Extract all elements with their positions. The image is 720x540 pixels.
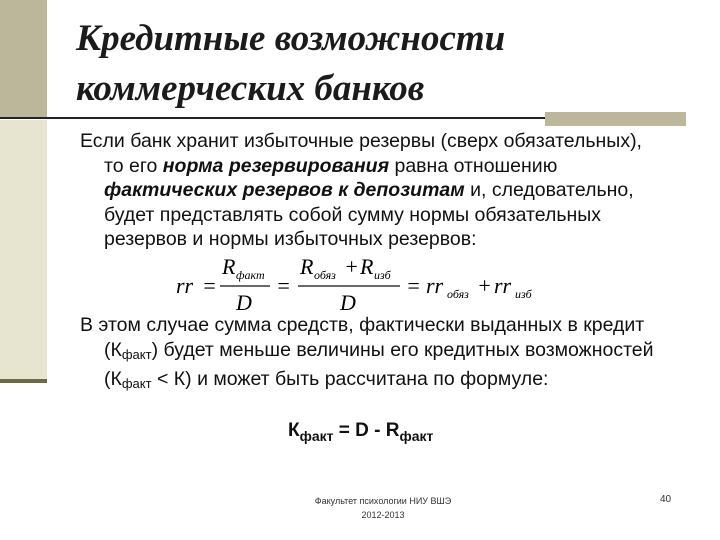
formula-r-fakt: R [222,256,236,279]
paragraph-line [80,154,690,179]
paragraph-line: резервов и нормы избыточных резервов: [104,228,477,250]
paragraph-reserves [80,129,690,252]
page-number: 40 [660,494,672,505]
text-span: < К) и может быть рассчитана по формуле: [151,368,549,390]
formula-obyaz-sub: обяз [447,287,469,301]
text-span: (К [104,338,122,361]
footer-years: 2012-2013 [361,510,405,520]
emphasis-actual-reserves: фактических резервов к депозитам [104,179,465,201]
title-divider [0,117,545,119]
formula-fakt-sub: факт [236,268,265,282]
sidebar-lower-block [0,383,47,540]
formula-rr-obyaz: rr [426,273,444,298]
paragraph-line: Если банк хранит избыточные резервы (сверх обязательных), [80,130,642,152]
paragraph-line: В этом случае сумма средств, фактически выданных в кредит [80,314,645,336]
slide-footer [293,494,473,522]
reserve-ratio-formula [172,256,552,314]
formula-plus: + [477,273,492,298]
formula-r-obyaz: R [300,256,314,279]
subscript: факт [399,428,434,444]
formula-d: D [236,290,252,314]
formula-equals: = [202,273,217,298]
slide-title [76,14,716,114]
subscript: факт [121,346,152,362]
formula-equals: = [276,273,291,298]
formula-plus: + [344,256,359,279]
formula-izb-sub: изб [515,287,532,301]
slide-title-line1: Кредитные возможности [76,18,506,59]
formula-izb-sub: изб [374,268,391,282]
text-span: ) будет меньше величины его кредитных возможностей [151,338,654,361]
text-span: равна отношению [389,154,558,177]
formula-rr-izb: rr [494,273,512,298]
paragraph-line: будет представлять собой сумму нормы обязательных [104,203,602,226]
formula-middle: = D - R [333,420,400,441]
paragraph-credit [80,313,690,397]
subscript: факт [299,428,334,444]
sidebar-top-block [0,0,47,118]
subscript: факт [121,376,152,391]
formula-rr: rr [176,273,194,298]
text-span: и, следовательно, [464,179,634,201]
title-divider-accent [545,112,686,126]
paragraph-line [80,367,690,397]
sidebar-middle-block [0,120,47,379]
formula-equals: = [406,273,421,298]
formula-obyaz-sub: обяз [314,268,336,282]
text-span: (К [104,368,122,390]
emphasis-reserve-ratio: норма резервирования [162,154,390,177]
footer-faculty: Факультет психологии НИУ ВШЭ [314,496,452,506]
formula-d: D [340,290,356,314]
paragraph-line [80,178,690,203]
formula-r-izb: R [360,256,374,279]
paragraph-line [80,338,690,368]
slide-title-line2: коммерческих банков [76,68,425,109]
credit-formula [288,420,433,444]
formula-k: К [288,420,300,441]
text-span: то его [104,154,163,177]
